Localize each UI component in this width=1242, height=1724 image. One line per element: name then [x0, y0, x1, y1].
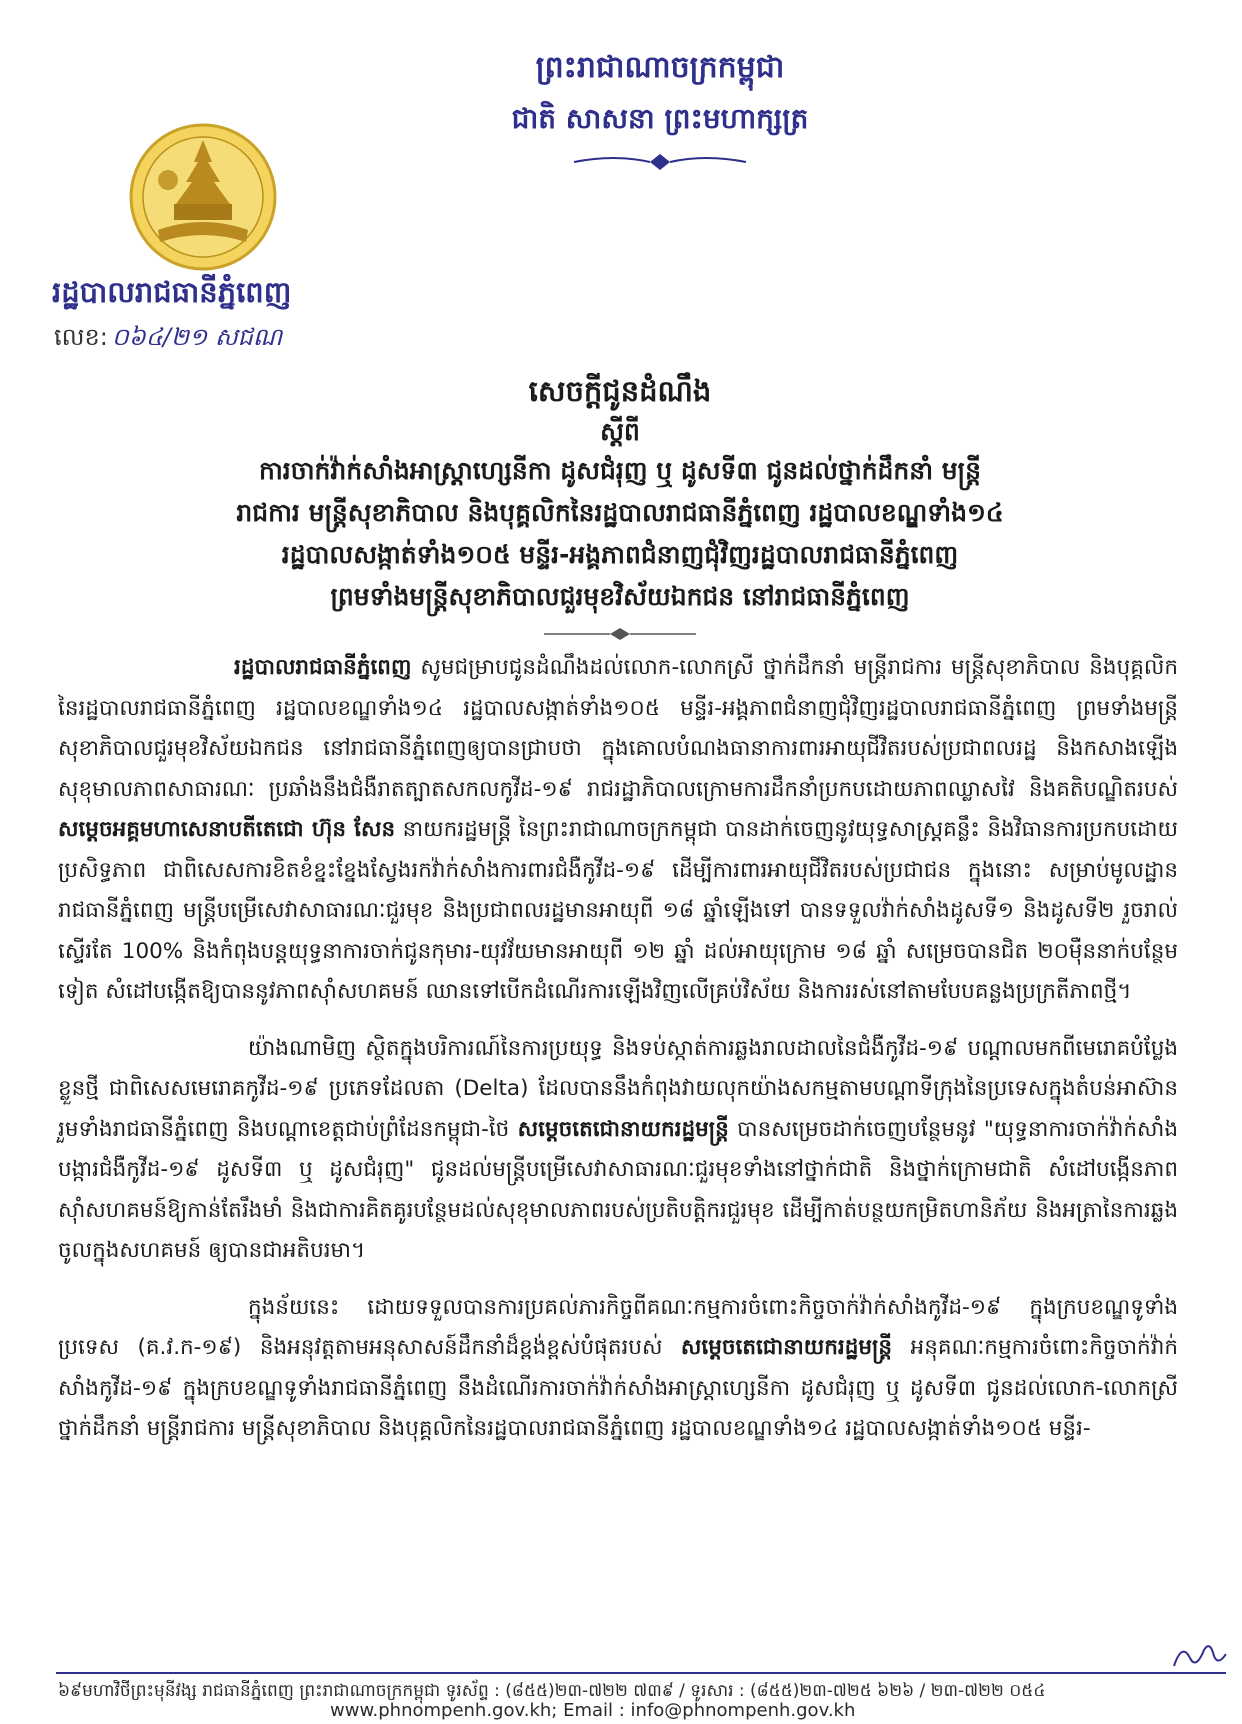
- issuing-office: រដ្ឋបាលរាជធានីភ្នំពេញ: [52, 275, 292, 309]
- paragraph-2-text-b: បានសម្រេចដាក់ចេញបន្ថែមនូវ "យុទ្ធនាការចាក់វ៉ាក់សាំងបង្ការជំងឺកូវីដ-១៩ ដូសទី៣ ឬ ដូសជំរុញ" ជូនដល់មន្ត្រីបម្រើសេវាសាធារណៈជួរមុខទាំងនៅថ្នាក់ជាតិ និងថ្នាក់ក្រោមជាតិ សំដៅបង្កើនភាពស៊ាំសហគមន៍ឱ្យកាន់តែរឹងមាំ និងជាការគិតគូរបន្ថែមដល់សុខុមាលភាពរបស់ប្រតិបត្តិករជួរមុខ ដើម្បីកាត់បន្ថយកម្រិតហានិភ័យ និងអត្រានៃការឆ្លងចូលក្នុងសហគមន៍ ឲ្យបានជាអតិបរមា។: [58, 1116, 1178, 1263]
- title-line-1: សេចក្តីជូនដំណឹង: [528, 374, 712, 408]
- ornament-divider-icon: [570, 150, 750, 174]
- paragraph-1-text-b: នាយករដ្ឋមន្ត្រី នៃព្រះរាជាណាចក្រកម្ពុជា បានដាក់ចេញនូវយុទ្ធសាស្ត្រគន្លឹះ និងវិធានការប្រកបដោយប្រសិទ្ធភាព ជាពិសេសការខិតខំខ្នះខ្នែងស្វែងរកវ៉ាក់សាំងការពារជំងឺកូវីដ-១៩ ដើម្បីការពារអាយុជីវិតរបស់ប្រជាជន ក្នុងនោះ សម្រាប់មូលដ្ឋានរាជធានីភ្នំពេញ មន្ត្រីបម្រើសេវាសាធារណៈជួរមុខ និងប្រជាពលរដ្ឋមានអាយុពី ១៨ ឆ្នាំឡើងទៅ បានទទួលវ៉ាក់សាំងដូសទី១ និងដូសទី២ រួចរាល់ស្ទើរតែ 100% និងកំពុងបន្តយុទ្ធនាការចាក់ជូនកុមារ-យុវវ័យមានអាយុពី ១២ ឆ្នាំ ដល់អាយុក្រោម ១៨ ឆ្នាំ សម្រេចបានជិត ២០ម៉ឺននាក់បន្ថែមទៀត សំដៅបង្កើតឱ្យបាននូវភាពស៊ាំសហគមន៍ ឈានទៅបើកដំណើរការឡើងវិញលើគ្រប់វិស័យ និងការរស់នៅតាមបែបគន្លងប្រក្រតីភាពថ្មី។: [58, 817, 1178, 1004]
- footer-web-email: www.phnompenh.gov.kh; Email : info@phnompenh.gov.kh: [330, 1700, 856, 1721]
- paragraph-2-text-a: យ៉ាងណាមិញ ស្ថិតក្នុងបរិការណ៍នៃការប្រយុទ្ធ និងទប់ស្កាត់ការឆ្លងរាលដាលនៃជំងឺកូវីដ-១៩ បណ្តាលមកពីមេរោគបំប្លែងខ្លួនថ្មី ជាពិសេសមេរោគកូវីដ-១៩ ប្រភេទដែលតា (Delta) ដែលបាននឹងកំពុងវាយលុកយ៉ាងសកម្មតាមបណ្តាទីក្រុងនៃប្រទេសក្នុងតំបន់អាស៊ាន រួមទាំងរាជធានីភ្នំពេញ និងបណ្តាខេត្តជាប់ព្រំដែនកម្ពុជា-ថៃ: [58, 1035, 1178, 1142]
- title-line-2: ស្តីពី: [600, 417, 640, 446]
- ornament-divider-icon: [540, 626, 700, 642]
- paragraph-2: [58, 1029, 1178, 1272]
- paragraph-3-bold: សម្តេចតេជោនាយករដ្ឋមន្ត្រី: [680, 1335, 893, 1360]
- title-line-5: រដ្ឋបាលសង្កាត់ទាំង១០៥ មន្ទីរ-អង្គភាពជំនាញជុំវិញរដ្ឋបាលរាជធានីភ្នំពេញ: [281, 540, 959, 569]
- document-title: [140, 368, 1100, 618]
- title-line-4: រាជការ មន្ត្រីសុខាភិបាល និងបុគ្គលិកនៃរដ្ឋបាលរាជធានីភ្នំពេញ រដ្ឋបាលខណ្ឌទាំង១៤: [236, 498, 1004, 527]
- kingdom-heading: ព្រះរាជាណាចក្រកម្ពុជា: [535, 50, 785, 85]
- paragraph-1-bold: សម្តេចអគ្គមហាសេនាបតីតេជោ ហ៊ុន សែន: [58, 817, 396, 842]
- paragraph-3-text-a: ក្នុងន័យនេះ ដោយទទួលបានការប្រគល់ភារកិច្ចពីគណៈកម្មការចំពោះកិច្ចចាក់វ៉ាក់សាំងកូវីដ-១៩ ក្នុងក្របខណ្ឌទូទាំងប្រទេស (គ.វ.ក-១៩) និងអនុវត្តតាមអនុសាសន៍ដឹកនាំដ៏ខ្ពង់ខ្ពស់បំផុតរបស់: [58, 1294, 1178, 1360]
- paragraph-1-text-a: សូមជម្រាបជូនដំណឹងដល់លោក-លោកស្រី ថ្នាក់ដឹកនាំ មន្ត្រីរាជការ មន្ត្រីសុខាភិបាល និងបុគ្គលិកនៃរដ្ឋបាលរាជធានីភ្នំពេញ រដ្ឋបាលខណ្ឌទាំង១៤ រដ្ឋបាលសង្កាត់ទាំង១០៥ មន្ទីរ-អង្គភាពជំនាញជុំវិញរដ្ឋបាលរាជធានីភ្នំពេញ ព្រមទាំងមន្ត្រីសុខាភិបាលជួរមុខវិស័យឯកជន នៅរាជធានីភ្នំពេញឲ្យបានជ្រាបថា ក្នុងគោលបំណងធានាការពារអាយុជីវិតរបស់ប្រជាពលរដ្ឋ និងកសាងឡើងសុខុមាលភាពសាធារណៈ ប្រឆាំងនឹងជំងឺរាតត្បាតសកលកូវីដ-១៩ រាជរដ្ឋាភិបាលក្រោមការដឹកនាំប្រកបដោយភាពឈ្លាសវៃ និងគតិបណ្ឌិតរបស់: [58, 655, 1178, 802]
- footer-address: ៦៩មហាវិថីព្រះមុនីវង្ស រាជធានីភ្នំពេញ ព្រះរាជាណាចក្រកម្ពុជា ទូរស័ព្ទ : (៨៥៥)២៣-៧២២ ៧៣៩ / ទូរសារ : (៨៥៥)២៣-៧២៥ ៦២៦ / ២៣-៧២២ ០៥៤: [58, 1681, 1046, 1701]
- footer-divider: [56, 1672, 1226, 1674]
- national-motto: ជាតិ សាសនា ព្រះមហាក្សត្រ: [511, 102, 809, 135]
- paragraph-3: [58, 1288, 1178, 1450]
- signature-initial-icon: [1170, 1636, 1230, 1676]
- reference-number: [54, 322, 282, 357]
- phnom-penh-seal-icon: [128, 122, 278, 272]
- notice-body: [58, 648, 1178, 1466]
- reference-value: ០៦៤/២១ សជណ: [111, 323, 283, 351]
- paragraph-1-lead: រដ្ឋបាលរាជធានីភ្នំពេញ: [234, 655, 412, 680]
- reference-label: លេខ:: [54, 323, 108, 351]
- title-line-3: ការចាក់វ៉ាក់សាំងអាស្ត្រាហ្សេនីកា ដូសជំរុញ ឬ ដូសទី៣ ជូនដល់ថ្នាក់ដឹកនាំ មន្ត្រី: [259, 456, 981, 485]
- paragraph-1: [58, 648, 1178, 1013]
- title-line-6: ព្រមទាំងមន្ត្រីសុខាភិបាលជួរមុខវិស័យឯកជន នៅរាជធានីភ្នំពេញ: [330, 582, 910, 611]
- paragraph-3-text-b: អនុគណៈកម្មការចំពោះកិច្ចចាក់វ៉ាក់សាំងកូវីដ-១៩ ក្នុងក្របខណ្ឌទូទាំងរាជធានីភ្នំពេញ នឹងដំណើរការចាក់វ៉ាក់សាំងអាស្ត្រាហ្សេនីកា ដូសជំរុញ ឬ ដូសទី៣ ជូនដល់លោក-លោកស្រី ថ្នាក់ដឹកនាំ មន្ត្រីរាជការ មន្ត្រីសុខាភិបាល និងបុគ្គលិកនៃរដ្ឋបាលរាជធានីភ្នំពេញ រដ្ឋបាលខណ្ឌទាំង១៤ រដ្ឋបាលសង្កាត់ទាំង១០៥ មន្ទីរ-: [58, 1335, 1178, 1441]
- paragraph-2-bold: សម្តេចតេជោនាយករដ្ឋមន្ត្រី: [517, 1116, 729, 1142]
